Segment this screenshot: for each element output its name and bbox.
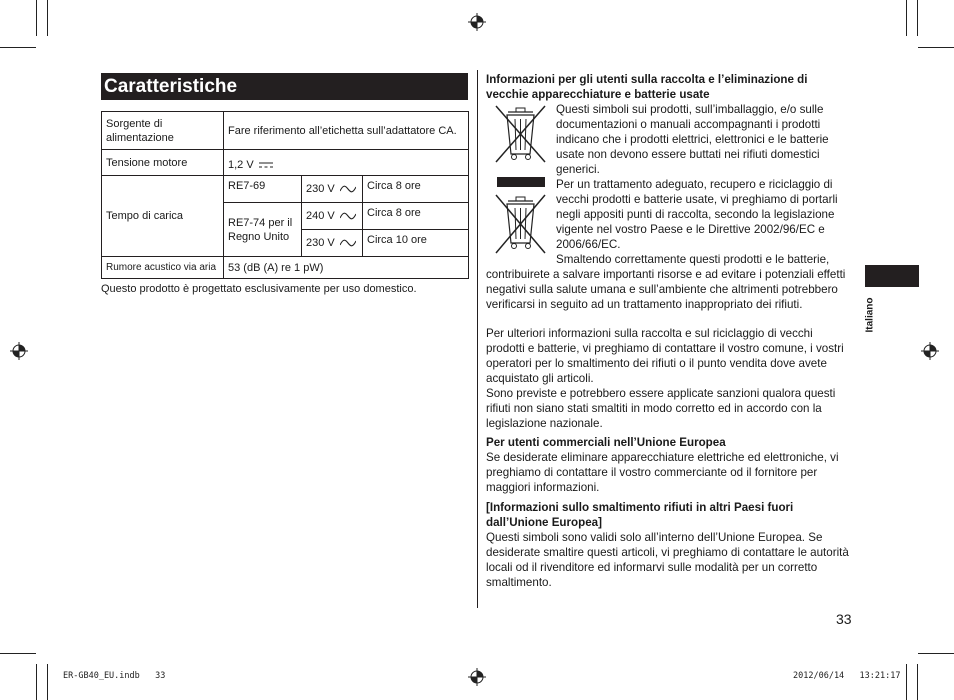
business-title: Per utenti commerciali nell’Unione Europea — [486, 436, 726, 449]
column-divider — [477, 70, 478, 608]
page-number: 33 — [836, 611, 852, 627]
charge-time-value: Circa 8 ore — [363, 176, 469, 203]
motor-voltage-value: 1,2 V — [228, 159, 254, 171]
section-title: Caratteristiche — [101, 73, 468, 100]
language-label-box — [863, 290, 877, 340]
voltage-value: 230 V — [306, 183, 335, 195]
table-row — [102, 112, 469, 150]
language-tab — [865, 265, 919, 287]
domestic-use-note: Questo prodotto è progettato esclusivamente per uso domestico. — [101, 283, 417, 295]
crop-mark — [36, 664, 37, 700]
crop-mark — [917, 664, 918, 700]
footer-file: ER-GB40_EU.indb 33 — [63, 671, 166, 681]
crop-mark — [906, 664, 907, 700]
dc-symbol-icon — [259, 161, 273, 169]
disposal-paragraph-3: Smaltendo correttamente questi prodotti e le batterie, contribuirete a salvare importanti risorse e ad evitare i potenziali effetti negativi sulla salute umana e sull’ambiente che altrimenti potrebbero verificarsi in seguito ad un trattamento inappropriato dei rifiuti. — [486, 253, 846, 311]
charge-time-value: Circa 10 ore — [363, 230, 469, 257]
model-2: RE7-74 per il Regno Unito — [224, 203, 302, 257]
bin-underline-bar — [497, 177, 545, 187]
motor-voltage-label: Tensione motore — [102, 150, 224, 176]
voltage-value: 240 V — [306, 210, 335, 222]
voltage-cell — [302, 230, 363, 257]
registration-mark-icon — [468, 668, 486, 686]
ac-wave-icon — [340, 239, 356, 247]
other-countries-title: [Informazioni sullo smaltimento rifiuti in altri Paesi fuori dall’Unione Europea] — [486, 501, 794, 529]
disposal-paragraph-5: Sono previste e potrebbero essere applicate sanzioni qualora questi rifiuti non siano stati smaltiti in modo corretto ed in accordo con la legislazione nazionale. — [486, 387, 836, 430]
motor-voltage-cell — [224, 150, 469, 176]
noise-label: Rumore acustico via aria — [102, 257, 224, 279]
table-row — [102, 176, 469, 203]
table-row — [102, 150, 469, 176]
registration-mark-icon — [468, 13, 486, 31]
power-source-label: Sorgente di alimentazione — [102, 112, 224, 150]
table-row — [102, 257, 469, 279]
crop-mark — [0, 47, 36, 48]
crossed-bin-battery-icon — [493, 193, 548, 255]
model-1: RE7-69 — [224, 176, 302, 203]
crop-mark — [0, 653, 36, 654]
voltage-cell — [302, 203, 363, 230]
business-text: Se desiderate eliminare apparecchiature elettriche ed elettroniche, vi preghiamo di contattare il vostro commerciante od il fornitore per maggiori informazioni. — [486, 451, 839, 494]
crop-mark — [918, 653, 954, 654]
crop-mark — [918, 47, 954, 48]
power-source-value: Fare riferimento all’etichetta sull’adattatore CA. — [224, 112, 469, 150]
specs-table — [101, 111, 469, 279]
disposal-paragraph-1: Questi simboli sui prodotti, sull’imballaggio, e/o sulle documentazioni o manuali accompagnanti i prodotti indicano che i prodotti elettrici, elettronici e le batterie usate non devono essere buttati nei rifiuti domestici generici. — [556, 103, 829, 176]
crop-mark — [47, 664, 48, 700]
crop-mark — [906, 0, 907, 36]
noise-value: 53 (dB (A) re 1 pW) — [224, 257, 469, 279]
ac-wave-icon — [340, 212, 356, 220]
registration-mark-icon — [10, 342, 28, 360]
crop-mark — [47, 0, 48, 36]
disposal-title: Informazioni per gli utenti sulla raccolta e l’eliminazione di vecchie apparecchiature e batterie usate — [486, 73, 808, 101]
language-label: Italiano — [864, 297, 876, 333]
crop-mark — [917, 0, 918, 36]
disposal-paragraph-2: Per un trattamento adeguato, recupero e riciclaggio di vecchi prodotti e batterie usate, vi preghiamo di portarli negli appositi punti di raccolta, secondo la legislazione vigente nel vostro Paese e le Direttive 2002/96/EC e 2006/66/EC. — [556, 178, 838, 251]
charge-time-value: Circa 8 ore — [363, 203, 469, 230]
voltage-value: 230 V — [306, 237, 335, 249]
registration-mark-icon — [921, 342, 939, 360]
disposal-paragraph-4: Per ulteriori informazioni sulla raccolta e sul riciclaggio di vecchi prodotti e batterie, vi preghiamo di contattare il vostro comune, i vostri operatori per lo smaltimento dei rifiuti o il punto vendita dove avete acquistato gli articoli. — [486, 327, 844, 385]
footer-timestamp: 2012/06/14 13:21:17 — [793, 671, 901, 681]
other-countries-text: Questi simboli sono validi solo all’interno dell’Unione Europea. Se desiderate smaltire questi articoli, vi preghiamo di contattare le autorità locali od il rivenditore ed informarvi sulle modalità per un corretto smaltimento. — [486, 531, 849, 589]
voltage-cell — [302, 176, 363, 203]
crossed-bin-icon — [493, 104, 548, 164]
crop-mark — [36, 0, 37, 36]
ac-wave-icon — [340, 185, 356, 193]
charge-time-label: Tempo di carica — [102, 176, 224, 257]
